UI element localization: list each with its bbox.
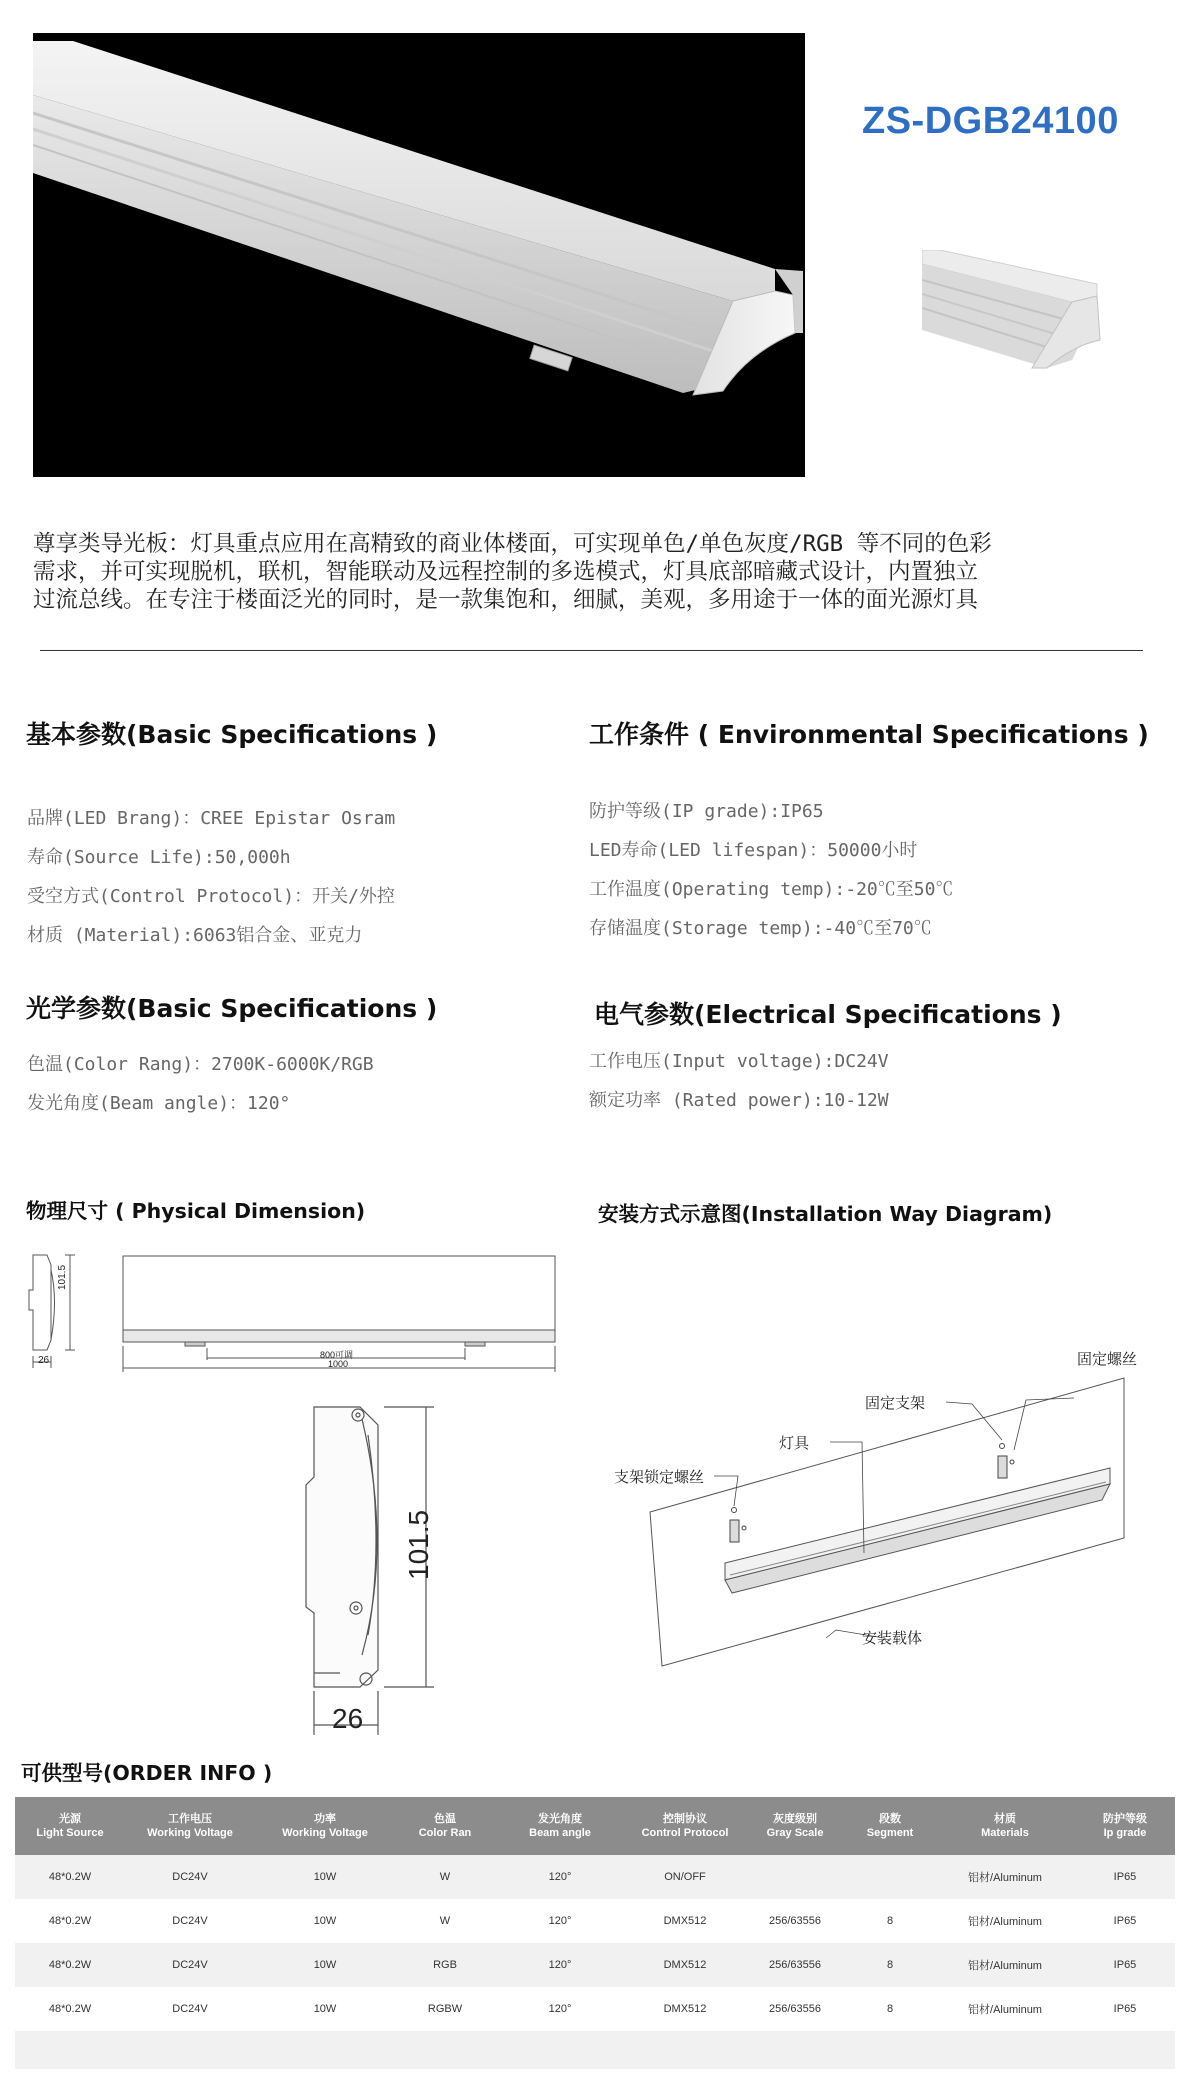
spec-input-voltage: 工作电压(Input voltage):DC24V xyxy=(589,1051,889,1072)
divider xyxy=(40,650,1143,651)
table-cell: 48*0.2W xyxy=(15,1987,125,2031)
product-thumbnail xyxy=(922,250,1102,380)
table-cell: DC24V xyxy=(125,1855,255,1899)
section-width-label: 26 xyxy=(332,1703,364,1734)
table-cell: 铝材/Aluminum xyxy=(935,1855,1075,1899)
label-mounting-body: 安装载体 xyxy=(862,1629,923,1647)
table-cell: 10W xyxy=(255,1899,395,1943)
column-header: 光源 Light Source xyxy=(15,1797,125,1855)
table-cell: IP65 xyxy=(1075,1855,1175,1899)
table-cell: 120° xyxy=(495,1943,625,1987)
spec-brand: 品牌(LED Brang)：CREE Epistar Osram xyxy=(27,808,396,829)
table-cell: DC24V xyxy=(125,1987,255,2031)
table-cell: W xyxy=(395,1899,495,1943)
intro-line: 需求，并可实现脱机，联机，智能联动及远程控制的多选模式，灯具底部暗藏式设计，内置独立 xyxy=(33,559,979,585)
adjustable-length-label: 800可调 xyxy=(320,1350,354,1360)
table-cell: 256/63556 xyxy=(745,1987,845,2031)
table-row xyxy=(15,1855,1175,1899)
table-cell: DC24V xyxy=(125,1899,255,1943)
table-cell: 8 xyxy=(845,1943,935,1987)
table-row xyxy=(15,1899,1175,1943)
light-bar-render xyxy=(33,33,805,477)
table-cell: 铝材/Aluminum xyxy=(935,1987,1075,2031)
table-cell: RGBW xyxy=(395,1987,495,2031)
table-cell: DMX512 xyxy=(625,1943,745,1987)
spec-storage-temp: 存储温度(Storage temp):-40℃至70℃ xyxy=(589,918,932,939)
spec-led-life: LED寿命(LED lifespan)：50000小时 xyxy=(589,840,918,861)
dimension-drawing-top xyxy=(25,1250,565,1380)
table-cell: 铝材/Aluminum xyxy=(935,1899,1075,1943)
table-cell xyxy=(15,2031,1175,2069)
electrical-specs-title: 电气参数(Electrical Specifications ) xyxy=(594,1000,1062,1029)
environmental-specs-title: 工作条件 ( Environmental Specifications ) xyxy=(589,720,1149,749)
label-fixing-bracket: 固定支架 xyxy=(865,1394,926,1412)
table-cell: 8 xyxy=(845,1987,935,2031)
small-width-label: 26 xyxy=(38,1355,50,1366)
table-row-empty xyxy=(15,2031,1175,2069)
order-info-table xyxy=(15,1797,1175,2069)
column-header: 工作电压 Working Voltage xyxy=(125,1797,255,1855)
table-cell: DMX512 xyxy=(625,1987,745,2031)
physical-dimension-title: 物理尺寸 ( Physical Dimension) xyxy=(26,1199,366,1223)
table-cell: 256/63556 xyxy=(745,1943,845,1987)
column-header: 功率 Working Voltage xyxy=(255,1797,395,1855)
spec-beam-angle: 发光角度(Beam angle)：120° xyxy=(27,1093,291,1114)
label-fixing-screw: 固定螺丝 xyxy=(1077,1350,1138,1368)
table-header-row xyxy=(15,1797,1175,1855)
dimension-drawing-section xyxy=(300,1395,460,1735)
column-header: 色温 Color Ran xyxy=(395,1797,495,1855)
table-cell: 256/63556 xyxy=(745,1899,845,1943)
intro-line: 尊享类导光板：灯具重点应用在高精致的商业体楼面，可实现单色/单色灰度/RGB 等不同的色彩 xyxy=(33,531,992,557)
small-height-label: 101.5 xyxy=(57,1264,68,1290)
table-cell: 120° xyxy=(495,1855,625,1899)
spec-ip: 防护等级(IP grade):IP65 xyxy=(589,801,824,822)
table-cell: 48*0.2W xyxy=(15,1899,125,1943)
label-lamp: 灯具 xyxy=(779,1434,810,1452)
hero-product-image xyxy=(33,33,805,477)
total-length-label: 1000 xyxy=(328,1359,349,1369)
column-header: 控制协议 Control Protocol xyxy=(625,1797,745,1855)
spec-operating-temp: 工作温度(Operating temp):-20℃至50℃ xyxy=(589,879,954,900)
intro-paragraph xyxy=(33,530,1161,614)
table-cell: 铝材/Aluminum xyxy=(935,1943,1075,1987)
label-bracket-lock-screw: 支架锁定螺丝 xyxy=(614,1468,705,1486)
table-cell: IP65 xyxy=(1075,1987,1175,2031)
table-cell: 10W xyxy=(255,1943,395,1987)
table-cell: DMX512 xyxy=(625,1899,745,1943)
table-cell: DC24V xyxy=(125,1943,255,1987)
table-row xyxy=(15,1943,1175,1987)
table-cell: W xyxy=(395,1855,495,1899)
column-header: 灰度级别 Gray Scale xyxy=(745,1797,845,1855)
table-cell: 120° xyxy=(495,1987,625,2031)
product-code: ZS-DGB24100 xyxy=(862,100,1119,142)
table-cell: IP65 xyxy=(1075,1899,1175,1943)
basic-specs-title: 基本参数(Basic Specifications ) xyxy=(26,720,438,749)
spec-rated-power: 额定功率 (Rated power):10-12W xyxy=(589,1090,889,1111)
table-cell: 48*0.2W xyxy=(15,1943,125,1987)
table-cell: 8 xyxy=(845,1899,935,1943)
table-cell: IP65 xyxy=(1075,1943,1175,1987)
intro-line: 过流总线。在专注于楼面泛光的同时，是一款集饱和，细腻，美观，多用途于一体的面光源灯具 xyxy=(33,587,979,613)
column-header: 防护等级 Ip grade xyxy=(1075,1797,1175,1855)
table-cell: 48*0.2W xyxy=(15,1855,125,1899)
table-cell: 10W xyxy=(255,1855,395,1899)
table-cell: 120° xyxy=(495,1899,625,1943)
optical-specs-title: 光学参数(Basic Specifications ) xyxy=(26,994,438,1023)
spec-life: 寿命(Source Life):50,000h xyxy=(27,847,291,868)
section-height-label: 101.5 xyxy=(403,1509,434,1580)
table-cell: RGB xyxy=(395,1943,495,1987)
spec-control: 受空方式(Control Protocol)：开关/外控 xyxy=(27,886,395,907)
table-cell xyxy=(845,1855,935,1899)
table-cell: 10W xyxy=(255,1987,395,2031)
table-cell: ON/OFF xyxy=(625,1855,745,1899)
table-row xyxy=(15,1987,1175,2031)
installation-diagram-title: 安装方式示意图(Installation Way Diagram) xyxy=(598,1202,1053,1226)
installation-diagram xyxy=(610,1370,1170,1670)
column-header: 段数 Segment xyxy=(845,1797,935,1855)
column-header: 发光角度 Beam angle xyxy=(495,1797,625,1855)
spec-color-temp: 色温(Color Rang)：2700K-6000K/RGB xyxy=(27,1054,374,1075)
order-info-title: 可供型号(ORDER INFO ) xyxy=(21,1761,273,1785)
table-cell xyxy=(745,1855,845,1899)
column-header: 材质 Materials xyxy=(935,1797,1075,1855)
spec-material: 材质 (Material):6063铝合金、亚克力 xyxy=(27,925,363,946)
